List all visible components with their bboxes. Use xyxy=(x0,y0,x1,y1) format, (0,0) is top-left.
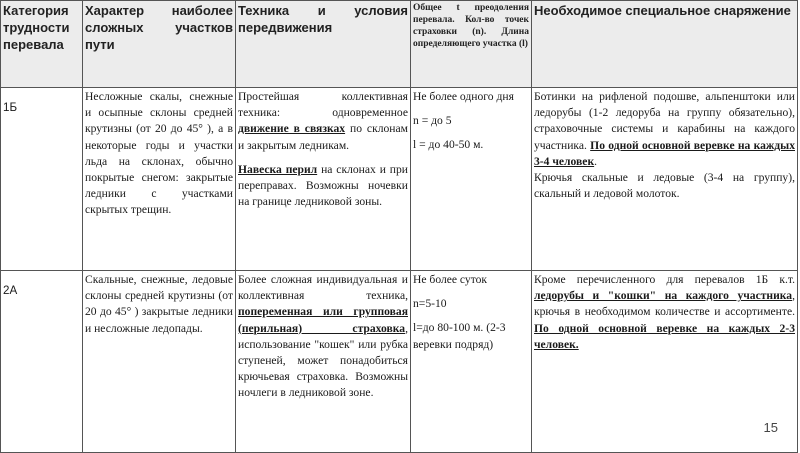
equipment-paragraph: Крючья скальные и ледовые (3-4 на группу), скальный и ледовой молоток. xyxy=(534,171,795,201)
equipment-emphasis: ледорубы и "кошки" на каждого участника xyxy=(534,289,793,303)
stats-time: Не более суток xyxy=(413,273,488,286)
header-character: Характер наиболее сложных участков пути xyxy=(83,1,236,88)
equipment-text: , крючья в необходимом количестве и ассортименте. xyxy=(534,289,795,319)
stats-cell xyxy=(411,88,532,271)
stats-time: Не более одного дня xyxy=(413,90,514,103)
character-cell: Скальные, снежные, ледовые склоны средней крутизны (от 20 до 45° ) закрытые ледники и несложные ледопады. xyxy=(83,271,236,453)
table-row xyxy=(1,271,798,453)
equipment-emphasis: По одной основной веревке на каждых 2-3 человек. xyxy=(534,321,795,351)
header-equipment: Необходимое специальное снаряжение xyxy=(532,1,798,88)
technique-text: Более сложная индивидуальная и коллективная техника, xyxy=(238,273,408,303)
technique-cell xyxy=(236,271,411,453)
technique-paragraph xyxy=(238,89,408,154)
slide-number: 15 xyxy=(763,420,778,435)
equipment-emphasis: По одной основной веревке на каждых 3-4 человек xyxy=(534,138,795,168)
technique-text: по склонам и закрытым ледникам. xyxy=(238,122,408,152)
technique-emphasis: попеременная или групповая (перильная) страховка xyxy=(238,305,408,335)
header-category: Категория трудности перевала xyxy=(1,1,83,88)
equipment-text: Ботинки на рифленой подошве, альпенштоки или ледорубы (1-2 ледоруба на группу обязательно), страховочные системы и карабины на каждого участника. xyxy=(534,90,795,152)
table-row xyxy=(1,88,798,271)
technique-cell xyxy=(236,88,411,271)
stats-length: l = до 40-50 м. xyxy=(413,138,484,152)
technique-paragraph xyxy=(238,162,408,211)
equipment-paragraph xyxy=(534,89,795,170)
stats-belay-points: n = до 5 xyxy=(413,114,452,128)
character-cell: Несложные скалы, снежные и осыпные склоны средней крутизны (от 20 до 45° ), а в некоторые годы и участки льда на склонах, обычно покрытые снегом: закрытые ледники с участками скрытых трещин. xyxy=(83,88,236,271)
technique-text: , использование "кошек" или рубка ступеней, может понадобиться крючьевая страховка. Возможны ночлеги в ледниковой зоне. xyxy=(238,321,408,400)
technique-emphasis: Навеска перил xyxy=(238,162,318,176)
category-cell: 1Б xyxy=(1,88,83,271)
stats-belay-points: n=5-10 xyxy=(413,297,447,311)
header-technique: Техника и условия передвижения xyxy=(236,1,411,88)
category-cell: 2А xyxy=(1,271,83,453)
equipment-cell xyxy=(532,271,798,453)
technique-emphasis: движение в связках xyxy=(238,122,346,136)
header-stats: Общее t преодоления перевала. Кол-во точек страховки (n). Длина определяющего участка (l) xyxy=(411,1,532,88)
technique-text: Простейшая коллективная техника: одновременное xyxy=(238,90,408,120)
stats-length: l=до 80-100 м. (2-3 веревки подряд) xyxy=(413,321,506,351)
stats-cell xyxy=(411,271,532,453)
technique-text: на склонах и при переправах. Возможны ночевки на границе ледниковой зоны. xyxy=(238,162,408,209)
equipment-text: Кроме перечисленного для перевалов 1Б к.т. xyxy=(534,273,795,286)
equipment-cell xyxy=(532,88,798,271)
table-header-row xyxy=(1,1,798,88)
equipment-text: . xyxy=(594,154,598,168)
